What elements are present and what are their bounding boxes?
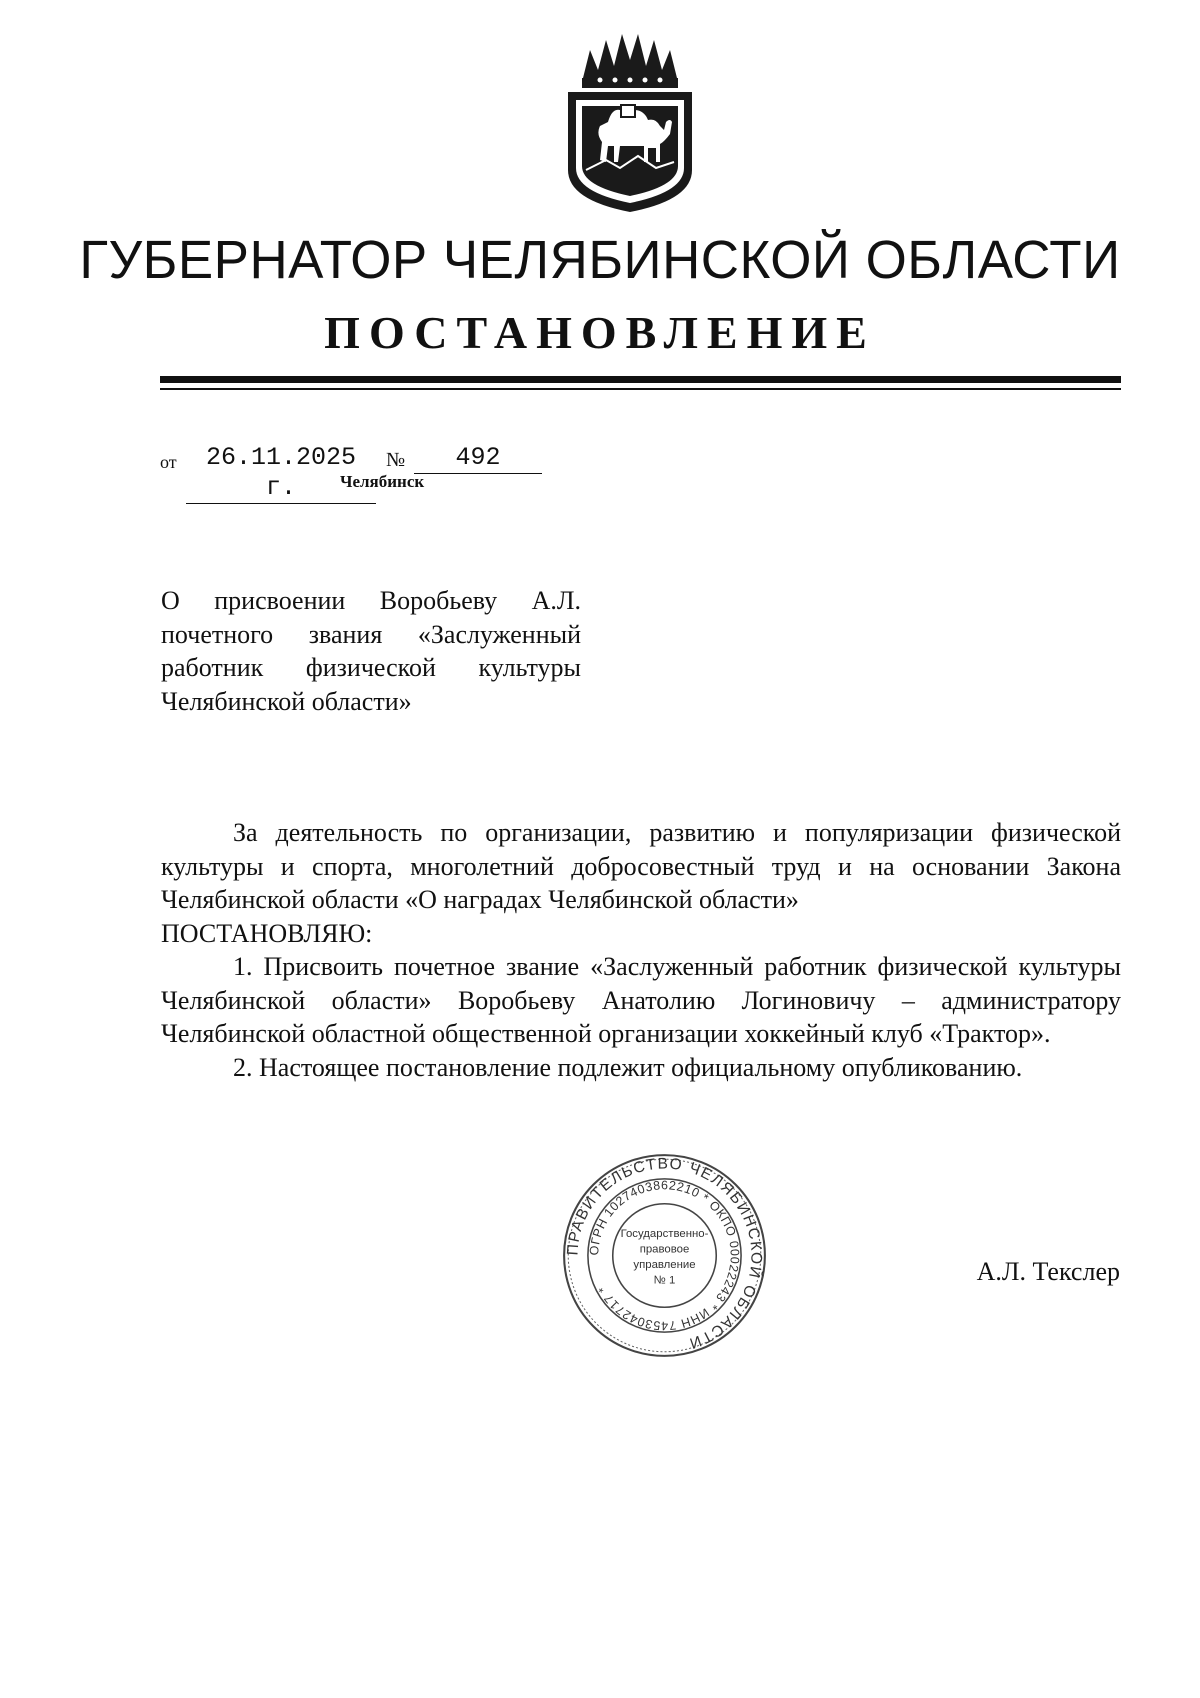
city: Челябинск bbox=[340, 472, 425, 491]
stamp-middle-ring-text: ОГРН 1027403862210 * ОКПО 00022243 * ИНН 7453042717 * bbox=[587, 1178, 742, 1333]
document-date: 26.11.2025 г. bbox=[186, 443, 376, 504]
subject-line: работник физической культуры bbox=[161, 653, 581, 682]
decree-item-1: 1. Присвоить почетное звание «Заслуженный работник физической культуры Челябинской области» Воробьеву Анатолию Логиновичу – администратору Челябинской областной общественной организации хоккейный клуб «Трактор». bbox=[161, 952, 1121, 1048]
decree-word: ПОСТАНОВЛЯЮ: bbox=[161, 918, 373, 948]
date-label: от bbox=[160, 452, 177, 472]
number-label: № bbox=[386, 449, 406, 471]
preamble-paragraph: За деятельность по организации, развитию и популяризации физической культуры и спорта, многолетний добросовестный труд и на основании Закона Челябинской области «О наградах Челябинской области» bbox=[161, 818, 1121, 914]
subject-line: Челябинской области» bbox=[161, 686, 412, 716]
header-rule-thin bbox=[160, 388, 1121, 390]
subject-line: О присвоении Воробьеву А.Л. bbox=[161, 586, 581, 615]
stamp-center-line: № 1 bbox=[653, 1274, 676, 1287]
stamp-center-line: Государственно- bbox=[620, 1227, 709, 1240]
official-stamp bbox=[561, 1152, 768, 1359]
stamp-outer-ring-text: ПРАВИТЕЛЬСТВО ЧЕЛЯБИНСКОЙ ОБЛАСТИ bbox=[564, 1155, 765, 1352]
document-number: 492 bbox=[414, 443, 542, 474]
signer-name: А.Л. Текслер bbox=[976, 1257, 1120, 1286]
document-body bbox=[161, 816, 1121, 1084]
subject-line: почетного звания «Заслуженный bbox=[161, 619, 581, 649]
document-subject bbox=[161, 584, 581, 718]
stamp-center-line: управление bbox=[633, 1258, 696, 1271]
document-type: ПОСТАНОВЛЕНИЕ bbox=[324, 307, 876, 358]
header-rule-thick bbox=[160, 376, 1121, 383]
svg-text:ОГРН 1027403862210 * ОКПО 0002 bbox=[587, 1178, 742, 1333]
stamp-center-line: правовое bbox=[639, 1243, 690, 1256]
issuing-authority: ГУБЕРНАТОР ЧЕЛЯБИНСКОЙ ОБЛАСТИ bbox=[79, 230, 1121, 290]
coat-of-arms-icon bbox=[560, 30, 700, 215]
decree-item-2: 2. Настоящее постановление подлежит официальному опубликованию. bbox=[233, 1052, 1023, 1082]
